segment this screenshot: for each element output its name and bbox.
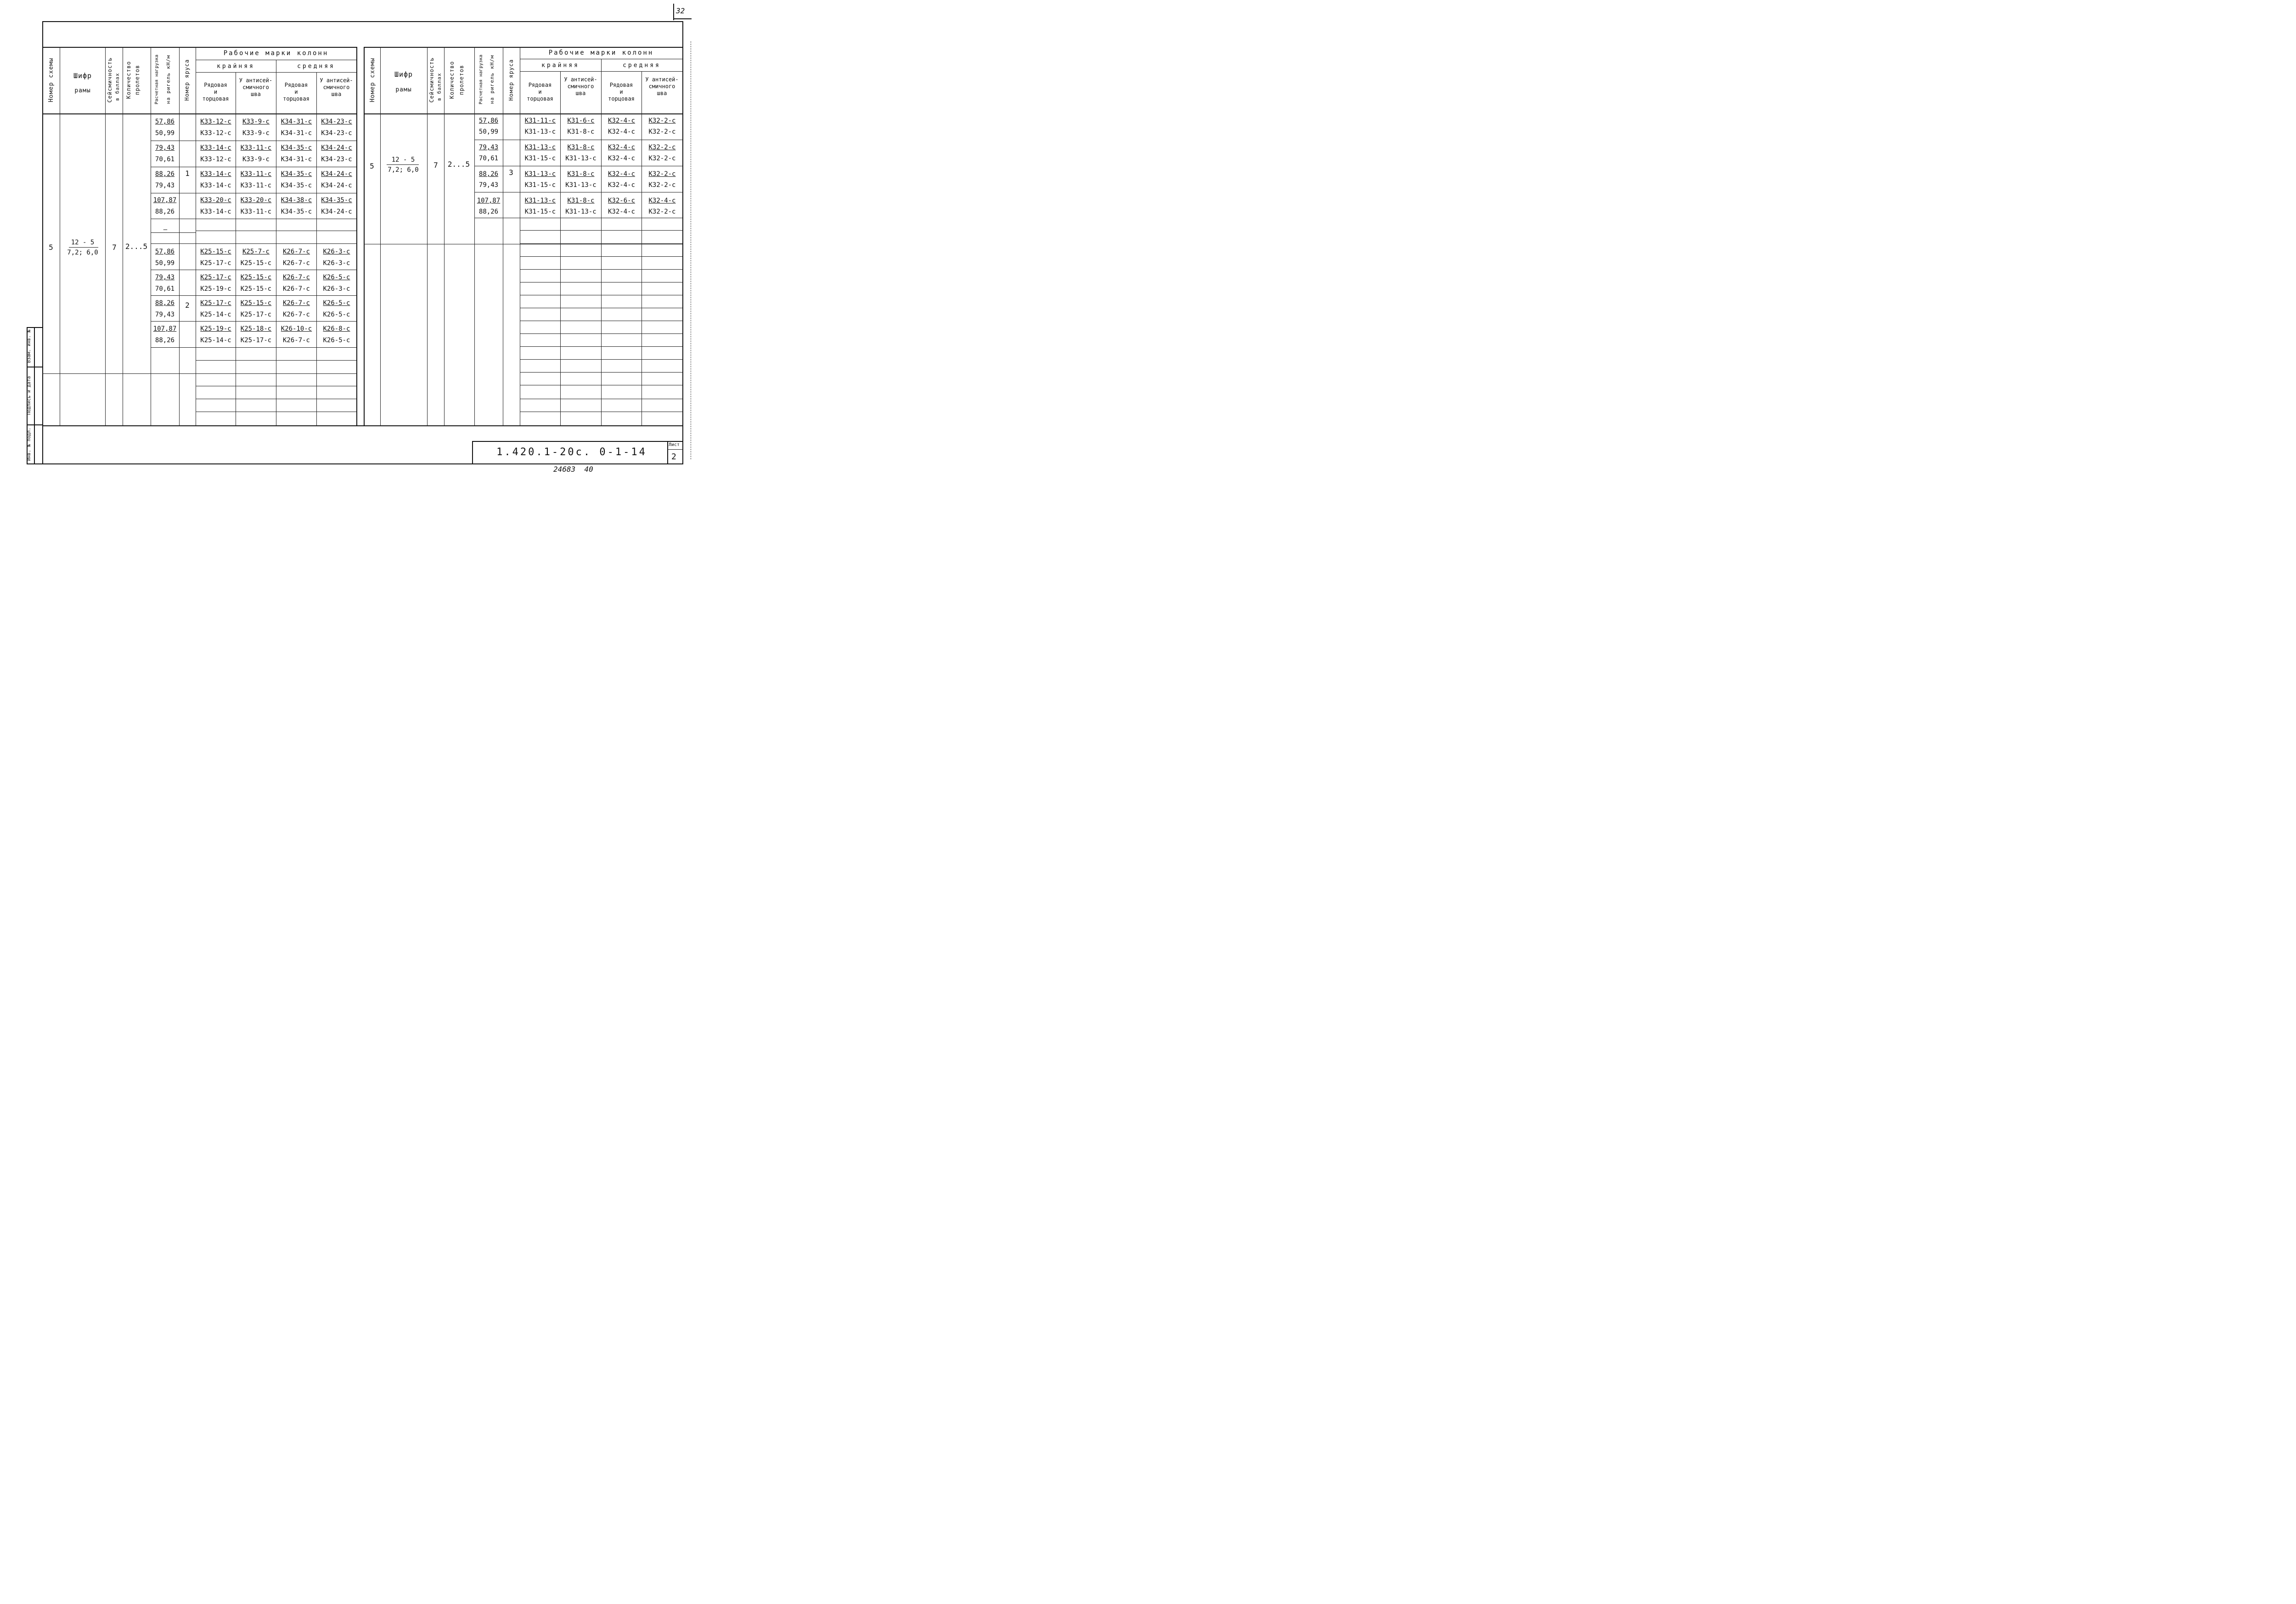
left-spans: 2...5 — [125, 242, 148, 251]
mark-middle-antiseismic: К26-3-с — [323, 260, 350, 267]
mark-middle-antiseismic: К26-5-с — [323, 337, 350, 344]
hdr-frame-code-r1: Шифр — [394, 70, 413, 79]
mark-edge-row: К33-12-с — [200, 130, 231, 137]
mark-middle-antiseismic: К34-24-с — [321, 182, 352, 189]
mark-edge-antiseismic: К31-13-с — [565, 181, 597, 189]
mark-middle-antiseismic: К26-8-с — [323, 325, 350, 333]
mark-middle-row: К26-7-с — [282, 311, 310, 318]
left-frame-code-bottom: 7,2; 6,0 — [67, 249, 98, 256]
mark-middle-antiseismic: К34-24-с — [321, 144, 352, 152]
hdr-load-r1: Расчетная нагрузка — [478, 54, 484, 105]
mark-edge-antiseismic: К33-11-с — [240, 170, 272, 178]
hdr-antiseismic-r1: У антисей- смичного шва — [564, 76, 597, 96]
mark-edge-row: К31-15-с — [524, 155, 556, 162]
mark-edge-antiseismic: К31-13-с — [565, 208, 597, 215]
mark-edge-row: К31-15-с — [524, 208, 556, 215]
mark-middle-antiseismic: К32-4-с — [648, 197, 676, 204]
mark-middle-row: К26-7-с — [282, 260, 310, 267]
mark-middle-row: К26-7-с — [282, 299, 310, 307]
mark-edge-row: К33-14-с — [200, 182, 231, 189]
sheet-number: 2 — [671, 452, 676, 462]
load-value: 88,26 — [155, 337, 175, 344]
mark-edge-antiseismic: К33-9-с — [242, 130, 270, 137]
load-value: 88,26 — [155, 208, 175, 215]
hdr-antiseismic-r2: У антисей- смичного шва — [645, 76, 679, 96]
right-tier: 3 — [509, 168, 513, 177]
hdr-load-r2: на ригель кН/м — [489, 55, 495, 104]
load-value: 57,86 — [155, 248, 175, 255]
mark-middle-row: К34-35-с — [281, 208, 312, 215]
load-value: 88,26 — [478, 170, 499, 178]
load-value: 50,99 — [478, 128, 499, 136]
mark-middle-antiseismic: К32-2-с — [648, 208, 676, 215]
hdr-seismic-r1: Сейсмичность — [428, 57, 435, 103]
mark-middle-antiseismic: К32-2-с — [648, 144, 676, 151]
mark-edge-antiseismic: К25-17-с — [240, 337, 272, 344]
mark-middle-row: К32-6-с — [608, 197, 635, 204]
mark-edge-antiseismic: К31-8-с — [567, 197, 595, 204]
mark-middle-antiseismic: К34-35-с — [321, 197, 352, 204]
page-number: 32 — [676, 6, 685, 15]
hdr-edge-r: крайняя — [541, 62, 580, 69]
mark-edge-row: К31-13-с — [524, 170, 556, 178]
mark-middle-antiseismic: К34-24-с — [321, 170, 352, 178]
hdr-tier-number: Номер яруса — [184, 59, 190, 101]
hdr-antiseismic-1: У антисей- смичного шва — [239, 77, 273, 97]
document-code: 1.420.1-20с. 0-1-14 — [496, 446, 647, 458]
mark-middle-row: К26-7-с — [282, 248, 310, 255]
load-value: 70,61 — [478, 155, 499, 162]
mark-edge-row: К25-15-с — [200, 248, 231, 255]
mark-middle-antiseismic: К26-5-с — [323, 299, 350, 307]
load-value: 50,99 — [155, 130, 175, 137]
left-scheme-number: 5 — [49, 243, 53, 252]
load-value: 107,87 — [153, 197, 177, 204]
mark-middle-row: К34-31-с — [281, 118, 312, 125]
mark-edge-row: К25-14-с — [200, 337, 231, 344]
mark-edge-row: К31-13-с — [524, 128, 556, 136]
mark-middle-antiseismic: К32-2-с — [648, 181, 676, 189]
load-value: 107,87 — [477, 197, 501, 204]
mark-middle-row: К32-4-с — [608, 155, 635, 162]
load-value: 88,26 — [155, 170, 175, 178]
mark-edge-antiseismic: К25-15-с — [240, 299, 272, 307]
hdr-antiseismic-2: У антисей- смичного шва — [320, 77, 353, 97]
mark-edge-antiseismic: К25-17-с — [240, 311, 272, 318]
mark-edge-row: К33-12-с — [200, 156, 231, 163]
mark-middle-row: К32-4-с — [608, 128, 635, 136]
mark-middle-row: К26-10-с — [281, 325, 312, 333]
mark-edge-row: К25-17-с — [200, 299, 231, 307]
mark-edge-antiseismic: К33-20-с — [240, 197, 272, 204]
load-value: 57,86 — [478, 117, 499, 124]
mark-edge-antiseismic: К31-13-с — [565, 155, 597, 162]
mark-middle-row: К32-4-с — [608, 144, 635, 151]
mark-edge-row: К25-19-с — [200, 285, 231, 293]
hdr-middle-r: средняя — [623, 62, 661, 69]
right-spans: 2...5 — [447, 160, 470, 169]
left-tier-1: 1 — [185, 169, 190, 178]
load-value: 57,86 — [155, 118, 175, 125]
mark-edge-row: К33-12-с — [200, 118, 231, 125]
mark-middle-antiseismic: К32-2-с — [648, 170, 676, 178]
mark-middle-antiseismic: К34-23-с — [321, 118, 352, 125]
archive-number: 24683 40 — [553, 465, 593, 474]
left-tier-2: 2 — [185, 301, 190, 310]
mark-middle-row: К34-35-с — [281, 144, 312, 152]
mark-edge-row: К25-19-с — [200, 325, 231, 333]
mark-edge-antiseismic: К31-8-с — [567, 144, 595, 151]
mark-middle-antiseismic: К34-23-с — [321, 156, 352, 163]
mark-edge-row: К31-13-с — [524, 197, 556, 204]
right-scheme-number: 5 — [370, 162, 374, 170]
hdr-spans-1: Количество — [125, 61, 132, 99]
right-frame-code-bottom: 7,2; 6,0 — [388, 166, 419, 174]
mark-edge-row: К31-15-с — [524, 181, 556, 189]
mark-middle-antiseismic: К32-2-с — [648, 117, 676, 124]
mark-edge-row: К33-20-с — [200, 197, 231, 204]
stamp-replace-inv: Взам. инв. № — [27, 329, 32, 363]
mark-middle-antiseismic: К26-5-с — [323, 311, 350, 318]
load-value: 70,61 — [155, 156, 175, 163]
hdr-edge: крайняя — [217, 63, 255, 70]
mark-middle-row: К32-4-с — [608, 117, 635, 124]
left-seismic: 7 — [112, 243, 117, 252]
load-value: 50,99 — [155, 260, 175, 267]
mark-middle-row: К32-4-с — [608, 181, 635, 189]
hdr-working-marks-r: Рабочие марки колонн — [548, 49, 654, 56]
mark-middle-antiseismic: К26-3-с — [323, 285, 350, 293]
hdr-frame-code-2: рамы — [74, 87, 91, 94]
stamp-signature-date: Подпись и дата — [27, 376, 32, 415]
mark-middle-row: К32-4-с — [608, 170, 635, 178]
hdr-seismic-2: в баллах — [114, 73, 120, 101]
side-stamp — [27, 327, 43, 464]
mark-edge-antiseismic: К25-15-с — [240, 285, 272, 293]
hdr-row-end-2: Рядовая и торцовая — [283, 82, 310, 102]
mark-middle-row: К34-38-с — [281, 197, 312, 204]
hdr-scheme-number-r: Номер схемы — [369, 57, 376, 102]
mark-edge-antiseismic: К25-7-с — [242, 248, 270, 255]
load-value: 70,61 — [155, 285, 175, 293]
hdr-working-marks: Рабочие марки колонн — [223, 50, 329, 57]
left-dash: — — [163, 226, 168, 233]
hdr-spans-2: пролетов — [134, 65, 141, 95]
mark-edge-antiseismic: К33-11-с — [240, 144, 272, 152]
mark-edge-row: К25-17-с — [200, 260, 231, 267]
mark-middle-row: К26-7-с — [282, 337, 310, 344]
load-value: 79,43 — [155, 311, 175, 318]
mark-middle-row: К26-7-с — [282, 274, 310, 281]
mark-edge-row: К31-13-с — [524, 144, 556, 151]
mark-middle-antiseismic: К34-23-с — [321, 130, 352, 137]
hdr-load-2: на ригель кН/м — [165, 55, 171, 104]
mark-edge-row: К33-14-с — [200, 144, 231, 152]
hdr-scheme-number: Номер схемы — [48, 57, 55, 102]
hdr-seismic-r2: в баллах — [436, 73, 442, 101]
mark-edge-antiseismic: К33-9-с — [242, 118, 270, 125]
hdr-frame-code-1: Шифр — [73, 72, 92, 80]
mark-edge-antiseismic: К31-8-с — [567, 170, 595, 178]
mark-edge-antiseismic: К25-18-с — [240, 325, 272, 333]
mark-middle-antiseismic: К34-24-с — [321, 208, 352, 215]
hdr-row-end-r2: Рядовая и торцовая — [608, 82, 635, 102]
mark-middle-row: К34-35-с — [281, 182, 312, 189]
mark-edge-row: К25-14-с — [200, 311, 231, 318]
mark-middle-row: К34-31-с — [281, 156, 312, 163]
load-value: 88,26 — [155, 299, 175, 307]
load-value: 79,43 — [478, 144, 499, 151]
right-seismic: 7 — [433, 161, 438, 169]
load-value: 79,43 — [478, 181, 499, 189]
hdr-spans-r2: пролетов — [458, 65, 465, 95]
load-value: 79,43 — [155, 182, 175, 189]
hdr-row-end-1: Рядовая и торцовая — [202, 82, 229, 102]
mark-middle-row: К34-31-с — [281, 130, 312, 137]
mark-edge-antiseismic: К33-9-с — [242, 156, 270, 163]
mark-middle-row: К32-4-с — [608, 208, 635, 215]
hdr-seismic-1: Сейсмичность — [107, 57, 113, 103]
load-value: 79,43 — [155, 274, 175, 281]
mark-edge-row: К31-11-с — [524, 117, 556, 124]
mark-edge-row: К33-14-с — [200, 208, 231, 215]
mark-edge-antiseismic: К33-11-с — [240, 208, 272, 215]
mark-middle-row: К34-35-с — [281, 170, 312, 178]
mark-middle-antiseismic: К26-3-с — [323, 248, 350, 255]
hdr-spans-r1: Количество — [449, 61, 455, 99]
hdr-middle: средняя — [297, 63, 335, 70]
mark-middle-antiseismic: К32-2-с — [648, 128, 676, 136]
mark-edge-antiseismic: К25-15-с — [240, 260, 272, 267]
stamp-inv-number: Инв. № подл. — [27, 427, 32, 461]
mark-edge-antiseismic: К31-6-с — [567, 117, 595, 124]
mark-middle-row: К26-7-с — [282, 285, 310, 293]
mark-edge-antiseismic: К33-11-с — [240, 182, 272, 189]
mark-edge-row: К25-17-с — [200, 274, 231, 281]
load-value: 88,26 — [478, 208, 499, 215]
load-value: 79,43 — [155, 144, 175, 152]
mark-edge-antiseismic: К25-15-с — [240, 274, 272, 281]
left-frame-code-top: 12 - 5 — [71, 239, 95, 246]
hdr-tier-number-r: Номер яруса — [508, 59, 514, 101]
mark-edge-row: К33-14-с — [200, 170, 231, 178]
mark-edge-antiseismic: К31-8-с — [567, 128, 595, 136]
mark-middle-antiseismic: К32-2-с — [648, 155, 676, 162]
sheet-label: Лист — [669, 442, 680, 447]
hdr-frame-code-r2: рамы — [395, 86, 412, 93]
mark-middle-antiseismic: К26-5-с — [323, 274, 350, 281]
right-frame-code-top: 12 - 5 — [391, 156, 415, 164]
hdr-row-end-r1: Рядовая и торцовая — [527, 82, 553, 102]
hdr-load-1: Расчетная нагрузка — [154, 54, 159, 105]
load-value: 107,87 — [153, 325, 177, 333]
